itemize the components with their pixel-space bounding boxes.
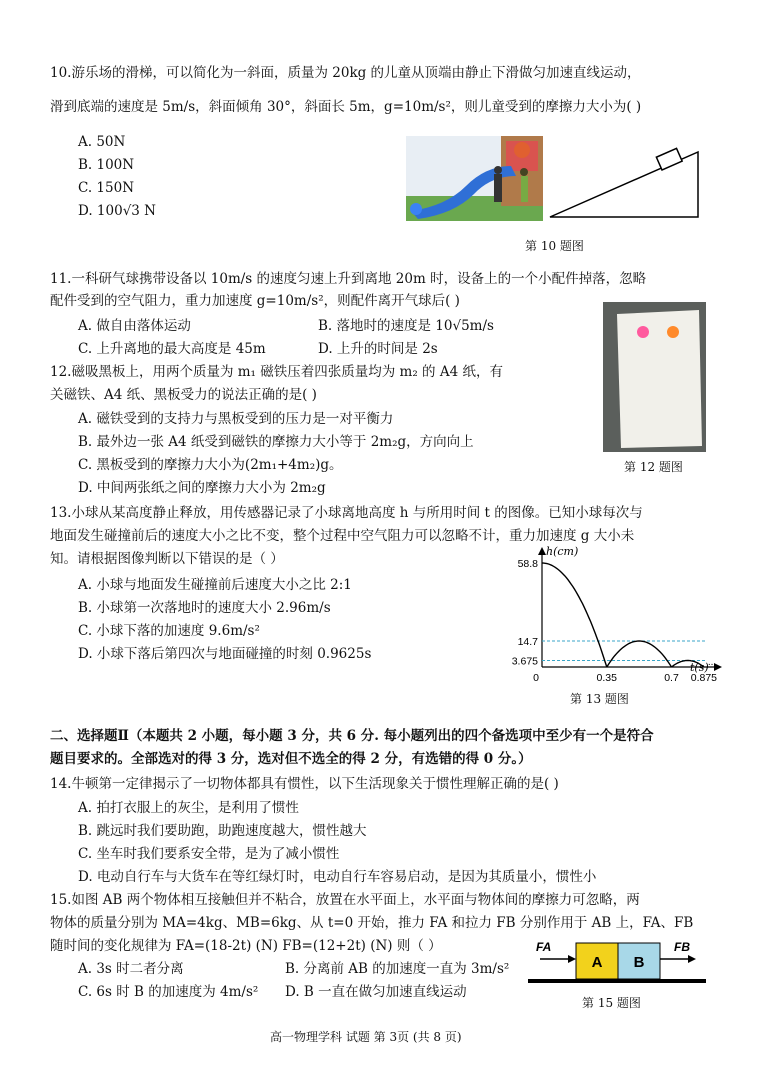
q15-option-d: D. B 一直在做匀加速直线运动 [285,984,467,1000]
q11-option-c: C. 上升离地的最大高度是 45m [78,341,266,357]
q13-option-a: A. 小球与地面发生碰撞前后速度大小之比 2:1 [78,577,352,593]
page-footer: 高一物理学科 试题 第 3页 (共 8 页) [270,1030,462,1044]
q10-option-c: C. 150N [78,180,135,196]
q10-option-b: B. 100N [78,157,135,173]
q15-stem-line1: 15.如图 AB 两个物体相互接触但并不粘合，放置在水平面上，水平面与物体间的摩擦力可忽略，两 [50,892,640,908]
q11-option-a: A. 做自由落体运动 [78,318,191,334]
force-b-label: FB [674,940,690,954]
block-b-label: B [633,954,645,971]
q13-figure-caption: 第 13 题图 [570,692,629,706]
q10-option-a: A. 50N [78,134,126,150]
q12-option-b: B. 最外边一张 A4 纸受到磁铁的摩擦力大小等于 2m₂g，方向向上 [78,434,474,450]
bounce-chart [500,545,725,685]
q12-option-a: A. 磁铁受到的支持力与黑板受到的压力是一对平衡力 [78,411,394,427]
q10-figure-caption: 第 10 题图 [525,239,584,253]
slide-photo [406,136,543,221]
bounce-curve-2 [607,641,672,667]
x-tick-label: 0 [533,672,539,684]
q15-stem-line3: 随时间的变化规律为 FA=(18-2t) (N) FB=(12+2t) (N) 则（ ） [50,938,442,954]
q12-option-d: D. 中间两张纸之间的摩擦力大小为 2m₂g [78,480,326,496]
q14-option-d: D. 电动自行车与大货车在等红绿灯时，电动自行车容易启动，是因为其质量小，惯性小 [78,869,597,885]
x-tick-label: 0.7 [664,672,679,684]
q13-option-d: D. 小球下落后第四次与地面碰撞的时刻 0.9625s [78,646,372,662]
y-axis-arrow [538,547,546,555]
q15-option-c: C. 6s 时 B 的加速度为 4m/s² [78,984,259,1000]
q13-option-b: B. 小球第一次落地时的速度大小 2.96m/s [78,600,331,616]
q15-option-b: B. 分离前 AB 的加速度一直为 3m/s² [285,961,510,977]
q14-option-b: B. 跳远时我们要助跑，助跑速度越大，惯性越大 [78,823,367,839]
q13-stem-line1: 13.小球从某高度静止释放，用传感器记录了小球离地高度 h 与所用时间 t 的图像。已知小球每次与 [50,505,643,521]
x-tick-label: 0.875 [690,672,718,684]
q11-option-b: B. 落地时的速度是 10√5m/s [318,318,494,334]
y-tick-label: 14.7 [517,636,538,648]
incline-diagram [548,144,713,220]
magnet-icon [637,326,649,338]
block-a-label: A [591,954,603,971]
y-tick-label: 58.8 [517,558,538,570]
chart-ellipsis: ... [707,657,717,668]
y-axis-label: h(cm) [546,545,579,558]
q12-stem-line2: 关磁铁、A4 纸、黑板受力的说法正确的是( ) [50,387,317,403]
q11-stem-line2: 配件受到的空气阻力，重力加速度 g=10m/s²，则配件离开气球后( ) [50,293,460,309]
q12-figure-caption: 第 12 题图 [624,460,683,474]
q12-option-c: C. 黑板受到的摩擦力大小为(2m₁+4m₂)g。 [78,457,343,473]
q15-figure-caption: 第 15 题图 [582,996,641,1010]
q11-stem-line1: 11.一科研气球携带设备以 10m/s 的速度匀速上升到离地 20m 时，设备上的一个小配件掉落，忽略 [50,271,647,287]
magnet-board-photo [603,302,706,452]
force-a-label: FA [536,940,552,954]
q13-stem-line3: 知。请根据图像判断以下错误的是（ ） [50,551,284,567]
section2-heading-line2: 题目要求的。全部选对的得 3 分，选对但不选全的得 2 分，有选错的得 0 分。） [50,751,532,767]
x-axis-label: t(s) [690,661,709,674]
q10-stem-line2: 滑到底端的速度是 5m/s，斜面倾角 30°，斜面长 5m，g=10m/s²，则儿童受到的摩擦力大小为( ) [50,99,642,115]
y-tick-label: 3.675 [511,655,538,668]
q14-option-c: C. 坐车时我们要系安全带，是为了减小惯性 [78,846,340,862]
bounce-curve-1 [542,563,607,667]
blocks-diagram [528,935,706,987]
q12-stem-line1: 12.磁吸黑板上，用两个质量为 m₁ 磁铁压着四张质量均为 m₂ 的 A4 纸，有 [50,364,503,380]
magnet-icon [667,326,679,338]
q10-option-d: D. 100√3 N [78,203,156,219]
q14-stem: 14.牛顿第一定律揭示了一切物体都具有惯性，以下生活现象关于惯性理解正确的是( ) [50,776,559,792]
q14-option-a: A. 拍打衣服上的灰尘，是利用了惯性 [78,800,299,816]
q11-option-d: D. 上升的时间是 2s [318,341,438,357]
q15-stem-line2: 物体的质量分别为 MA=4kg、MB=6kg、从 t=0 开始，推力 FA 和拉力 FB 分别作用于 AB 上，FA、FB [50,915,694,931]
section2-heading-line1: 二、选择题Ⅱ（本题共 2 小题，每小题 3 分，共 6 分. 每小题列出的四个备选项中至少有一个是符合 [50,728,654,744]
q13-stem-line2: 地面发生碰撞前后的速度大小之比不变，整个过程中空气阻力可以忽略不计，重力加速度 g 大小未 [50,528,635,544]
q10-stem-line1: 10.游乐场的滑梯，可以简化为一斜面，质量为 20kg 的儿童从顶端由静止下滑做匀加速直线运动， [50,65,641,81]
q13-option-c: C. 小球下落的加速度 9.6m/s² [78,623,260,639]
q15-option-a: A. 3s 时二者分离 [78,961,184,977]
x-tick-label: 0.35 [596,672,617,684]
